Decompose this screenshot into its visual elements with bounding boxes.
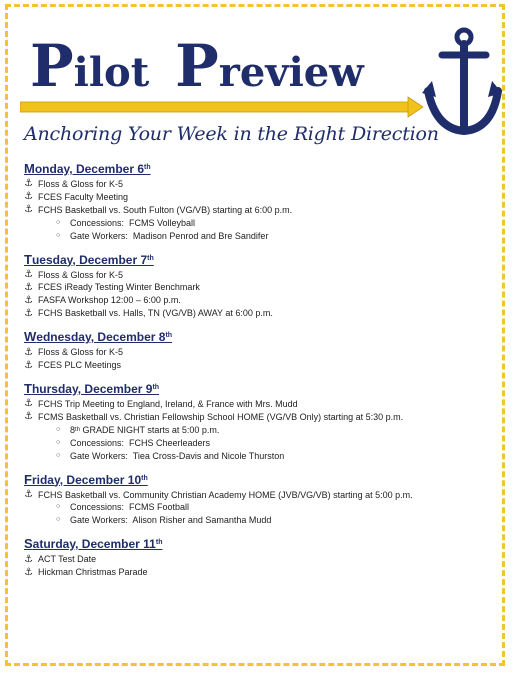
list-item: ⚓ FCES iReady Testing Winter Benchmark [24, 281, 200, 293]
list-item: ⚓ Floss & Gloss for K-5 [24, 346, 124, 358]
title-word-preview: Preview [175, 32, 364, 100]
sub-list-item: ○ Gate Workers: Tiea Cross-Davis and Nicole Thurston [56, 450, 285, 461]
title-word-pilot: Pilot [30, 32, 150, 100]
sub-list-item: ○ Gate Workers: Alison Risher and Samantha Mudd [56, 515, 272, 526]
circle-icon: ○ [56, 438, 61, 446]
page-border [5, 4, 505, 666]
list-item: ⚓ FCMS Basketball vs. Christian Fellowship School HOME (VG/VB Only) starting at 5:30 p.m. [24, 411, 404, 423]
circle-icon: ○ [56, 231, 61, 239]
day-header: Friday, December 10th [24, 471, 148, 487]
day-header: Wednesday, December 8th [24, 329, 173, 345]
list-item: ⚓ FCES PLC Meetings [24, 359, 122, 371]
anchor-icon: ⚓ [24, 346, 33, 358]
sub-list-item: ○ Concessions: FCHS Cheerleaders [56, 437, 211, 448]
subtitle: Anchoring Your Week in the Right Direction [24, 123, 439, 145]
circle-icon: ○ [56, 425, 61, 433]
anchor-icon: ⚓ [24, 268, 33, 280]
day-section [24, 471, 494, 528]
day-header: Tuesday, December 7th [24, 251, 154, 267]
sub-list-item: ○ Gate Workers: Madison Penrod and Bre Sandifer [56, 230, 269, 241]
anchor-icon: ⚓ [24, 411, 33, 423]
circle-icon: ○ [56, 218, 61, 226]
sub-list-item: ○ 8 th GRADE NIGHT starts at 5:00 p.m. [56, 424, 220, 435]
list-item: ⚓ ACT Test Date [24, 553, 97, 565]
anchor-icon: ⚓ [24, 294, 33, 306]
circle-icon: ○ [56, 503, 61, 511]
anchor-icon: ⚓ [24, 553, 33, 565]
list-item: ⚓ FCHS Basketball vs. South Fulton (VG/VB) starting at 6:00 p.m. [24, 204, 293, 216]
anchor-icon: ⚓ [24, 204, 33, 216]
page-title [30, 32, 390, 100]
day-section [24, 328, 494, 372]
anchor-icon: ⚓ [24, 488, 33, 500]
day-header: Thursday, December 9th [24, 380, 160, 396]
list-item: ⚓ FCES Faculty Meeting [24, 191, 129, 203]
list-item: ⚓ Hickman Christmas Parade [24, 566, 148, 578]
arrow-icon [20, 96, 424, 118]
anchor-icon: ⚓ [24, 359, 33, 371]
weekly-schedule [24, 160, 494, 587]
list-item: ⚓ FCHS Trip Meeting to England, Ireland, & France with Mrs. Mudd [24, 398, 298, 410]
list-item: ⚓ Floss & Gloss for K-5 [24, 178, 124, 190]
sub-list-item: ○ Concessions: FCMS Volleyball [56, 217, 196, 228]
anchor-icon: ⚓ [24, 191, 33, 203]
circle-icon: ○ [56, 451, 61, 459]
anchor-icon: ⚓ [24, 307, 33, 319]
anchor-icon: ⚓ [24, 398, 33, 410]
sub-list-item: ○ Concessions: FCMS Football [56, 502, 190, 513]
anchor-icon: ⚓ [24, 178, 33, 190]
list-item: ⚓ FCHS Basketball vs. Community Christian Academy HOME (JVB/VG/VB) starting at 5:00 p.m. [24, 488, 413, 500]
day-section [24, 160, 494, 243]
day-section [24, 251, 494, 321]
list-item: ⚓ FASFA Workshop 12:00 – 6:00 p.m. [24, 294, 181, 306]
day-section [24, 535, 494, 579]
circle-icon: ○ [56, 516, 61, 524]
day-header: Saturday, December 11th [24, 536, 163, 552]
list-item: ⚓ FCHS Basketball vs. Halls, TN (VG/VB) AWAY at 6:00 p.m. [24, 307, 273, 319]
anchor-icon: ⚓ [24, 566, 33, 578]
day-section [24, 380, 494, 463]
day-header: Monday, December 6th [24, 161, 151, 176]
anchor-icon: ⚓ [24, 281, 33, 293]
list-item: ⚓ Floss & Gloss for K-5 [24, 268, 124, 280]
